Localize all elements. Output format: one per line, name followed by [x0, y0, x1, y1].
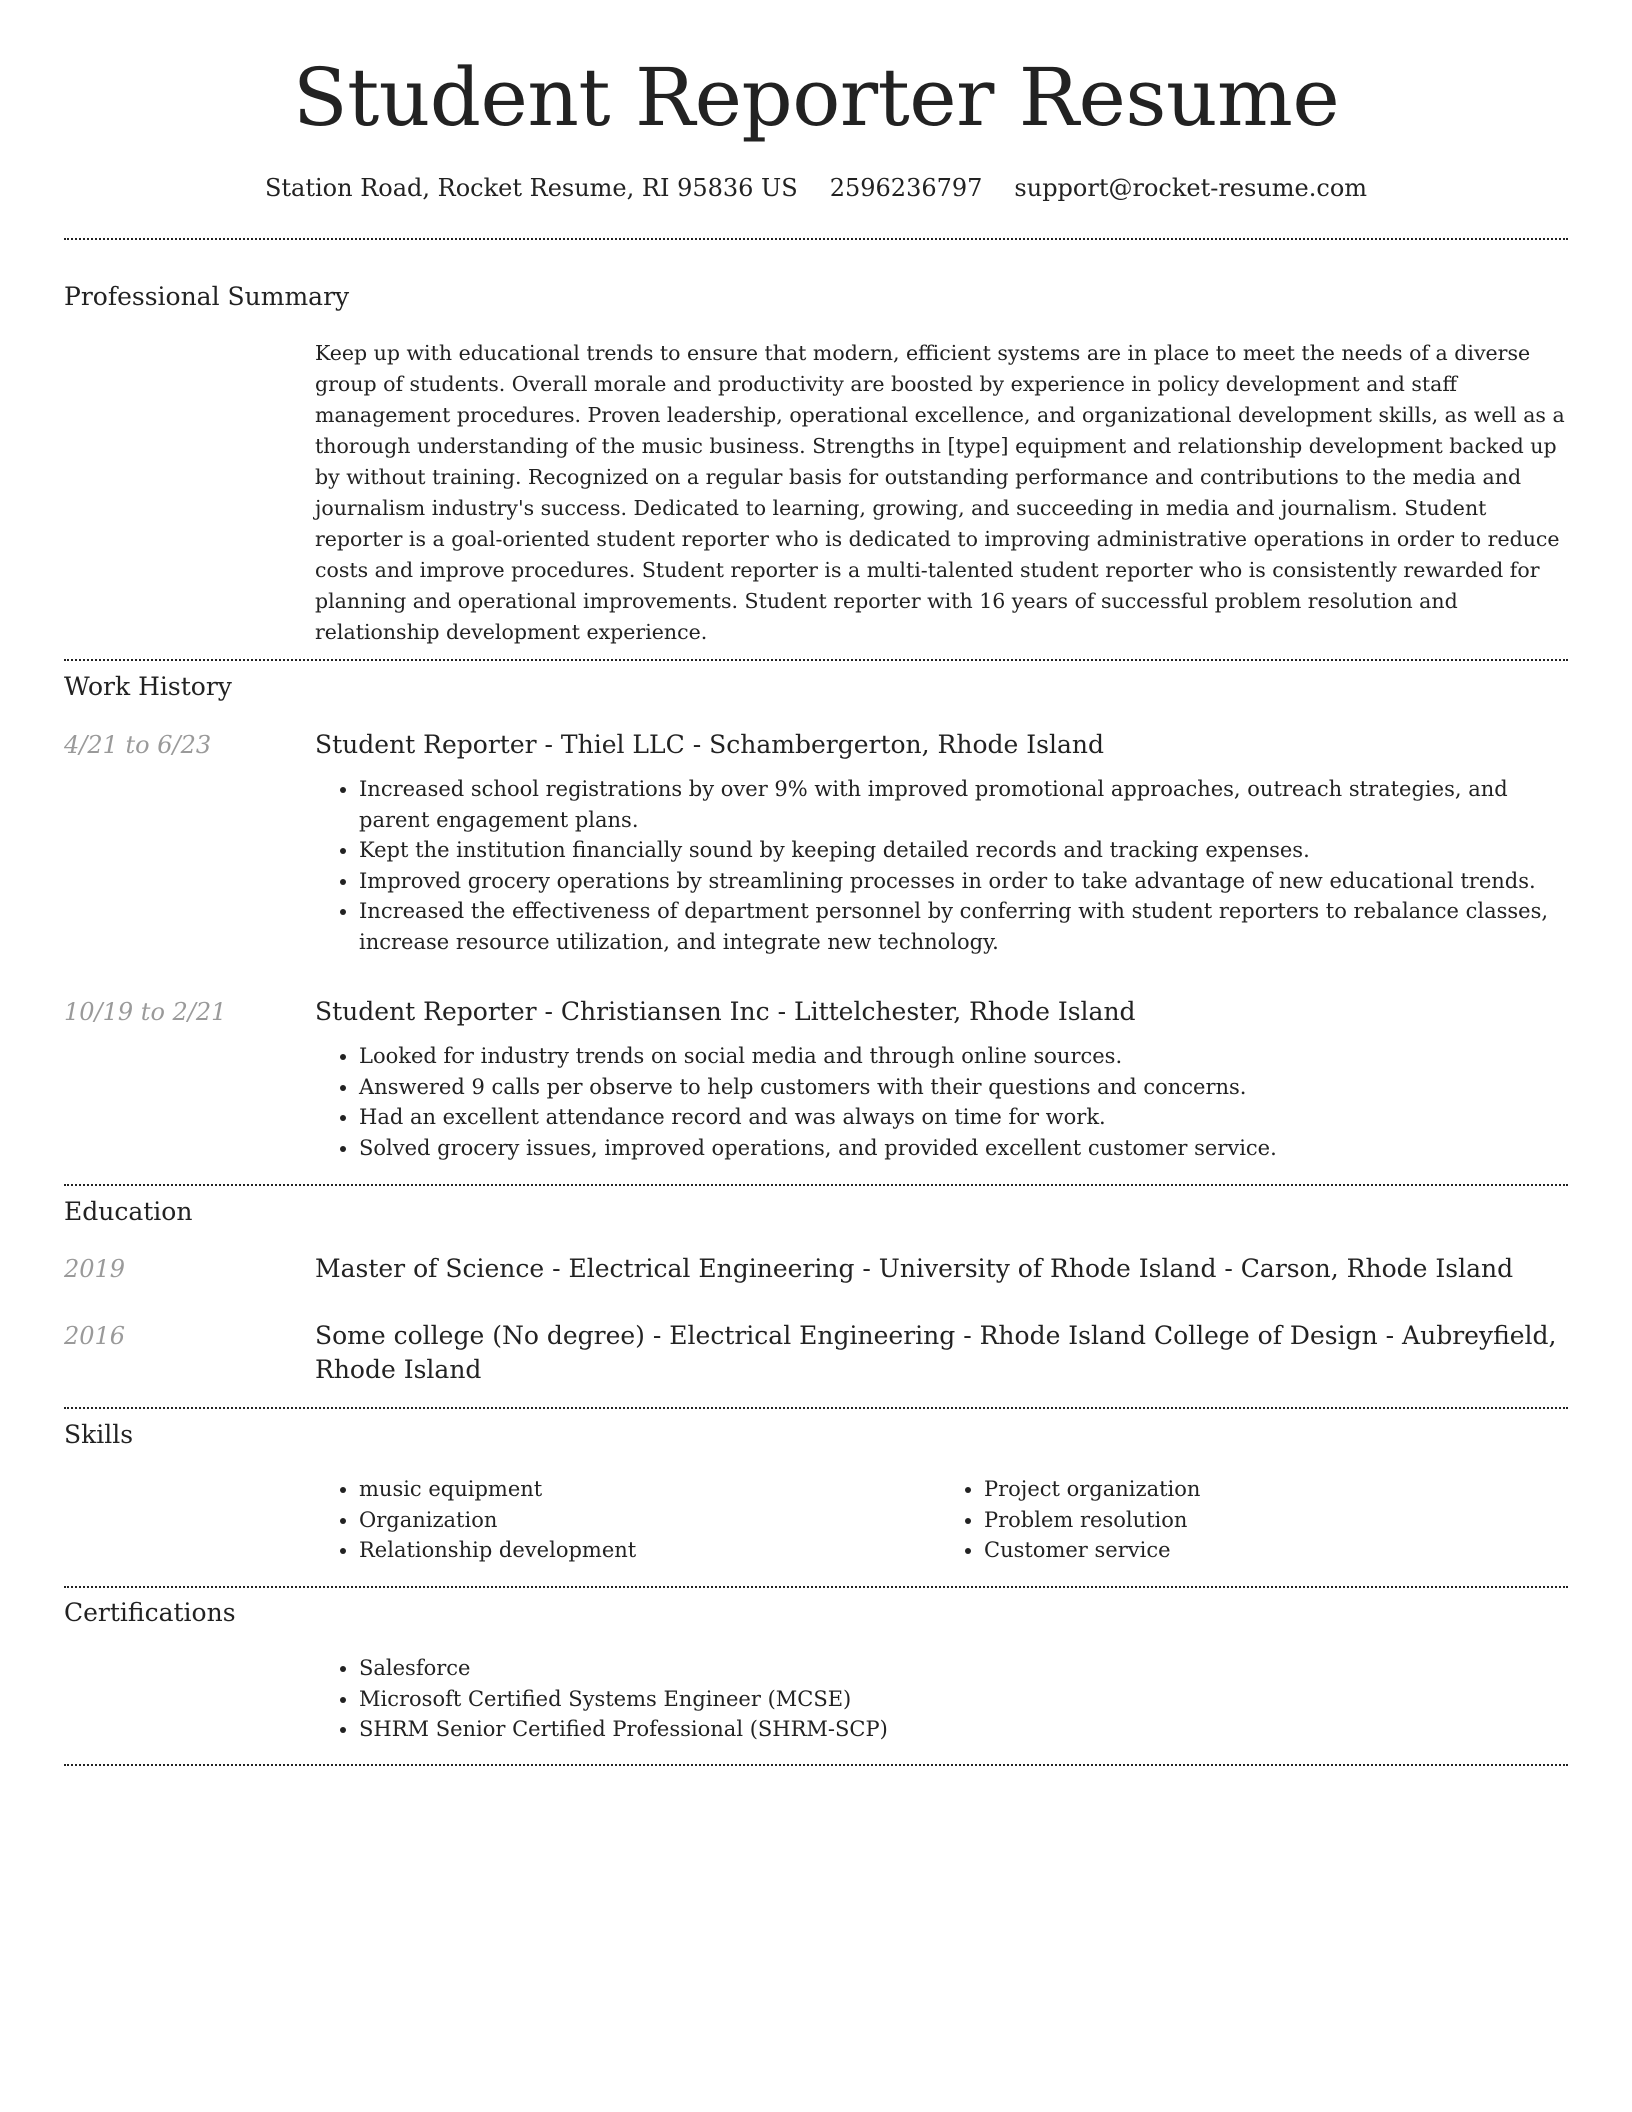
education-entry: [315, 1319, 1565, 1387]
contact-phone: 2596236797: [829, 174, 983, 202]
job-bullet: • Had an excellent attendance record and was always on time for work.: [359, 1102, 1565, 1133]
section-title-summary: Professional Summary: [64, 282, 350, 311]
job-bullet: • Solved grocery issues, improved operations, and provided excellent customer service.: [359, 1133, 1565, 1164]
skill-item: • Customer service: [984, 1535, 1565, 1566]
job-entry: [315, 728, 1565, 957]
section-title-work: Work History: [64, 672, 232, 701]
certifications-block: [315, 1653, 1565, 1745]
certifications-list: [315, 1653, 1565, 1745]
job-bullet: • Looked for industry trends on social media and through online sources.: [359, 1041, 1565, 1072]
job-dates: 4/21 to 6/23: [64, 731, 212, 759]
skills-list-left: [315, 1474, 940, 1566]
job-dates: 10/19 to 2/21: [64, 998, 227, 1026]
skills-grid: [315, 1474, 1565, 1566]
section-title-skills: Skills: [64, 1420, 134, 1449]
job-bullet: • Increased school registrations by over 9% with improved promotional approaches, outreach strategies, and parent engagement plans.: [359, 774, 1565, 835]
summary-text: Keep up with educational trends to ensure that modern, efficient systems are in place to meet the needs of a diverse group of students. Overall morale and productivity are boosted by experience in policy development and staff management procedures. Proven leadership, operational excellence, and organizational development skills, as well as a thorough understanding of the music business. Strengths in [type] equipment and relationship development backed up by without training. Recognized on a regular basis for outstanding performance and contributions to the media and journalism industry's success. Dedicated to learning, growing, and succeeding in media and journalism. Student reporter is a goal-oriented student reporter who is dedicated to improving administrative operations in order to reduce costs and improve procedures. Student reporter is a multi-talented student reporter who is consistently rewarded for planning and operational improvements. Student reporter with 16 years of successful problem resolution and relationship development experience.: [315, 341, 1565, 644]
skill-item: • Organization: [359, 1505, 940, 1536]
job-bullet: • Kept the institution financially sound by keeping detailed records and tracking expenses.: [359, 835, 1565, 866]
job-heading: Student Reporter - Christiansen Inc - Littelchester, Rhode Island: [315, 997, 1136, 1026]
job-bullets: [315, 774, 1565, 957]
divider: [64, 238, 1568, 240]
section-title-education: Education: [64, 1197, 193, 1226]
contact-address: Station Road, Rocket Resume, RI 95836 US: [264, 174, 798, 202]
education-year: 2019: [64, 1255, 126, 1283]
skill-item: • Project organization: [984, 1474, 1565, 1505]
certification-item: • Salesforce: [359, 1653, 1565, 1684]
skill-item: • music equipment: [359, 1474, 940, 1505]
divider: [64, 1407, 1568, 1409]
resume-title: Student Reporter Resume: [292, 51, 1340, 144]
divider: [64, 1586, 1568, 1588]
skills-block: [315, 1474, 1565, 1566]
summary-block: [315, 338, 1565, 648]
skill-item: • Relationship development: [359, 1535, 940, 1566]
certification-item: • Microsoft Certified Systems Engineer (MCSE): [359, 1684, 1565, 1715]
skill-item: • Problem resolution: [984, 1505, 1565, 1536]
divider: [64, 659, 1568, 661]
certification-item: • SHRM Senior Certified Professional (SHRM-SCP): [359, 1714, 1565, 1745]
divider: [64, 1764, 1568, 1766]
skills-list-right: [940, 1474, 1565, 1566]
section-title-certifications: Certifications: [64, 1598, 236, 1627]
education-entry: [315, 1252, 1565, 1286]
job-bullet: • Answered 9 calls per observe to help customers with their questions and concerns.: [359, 1072, 1565, 1103]
job-bullet: • Increased the effectiveness of department personnel by conferring with student reporters to rebalance classes, increase resource utilization, and integrate new technology.: [359, 896, 1565, 957]
job-heading: Student Reporter - Thiel LLC - Schambergerton, Rhode Island: [315, 730, 1104, 759]
job-entry: [315, 995, 1565, 1163]
job-bullets: [315, 1041, 1565, 1163]
education-text: Master of Science - Electrical Engineering - University of Rhode Island - Carson, Rhode Island: [315, 1254, 1514, 1283]
divider: [64, 1184, 1568, 1186]
resume-header: [0, 0, 1632, 204]
education-year: 2016: [64, 1322, 126, 1350]
contact-line: [0, 172, 1632, 204]
education-text: Some college (No degree) - Electrical Engineering - Rhode Island College of Design - Aubreyfield, Rhode Island: [315, 1321, 1557, 1384]
contact-email: support@rocket-resume.com: [1014, 174, 1368, 202]
job-bullet: • Improved grocery operations by streamlining processes in order to take advantage of new educational trends.: [359, 866, 1565, 897]
